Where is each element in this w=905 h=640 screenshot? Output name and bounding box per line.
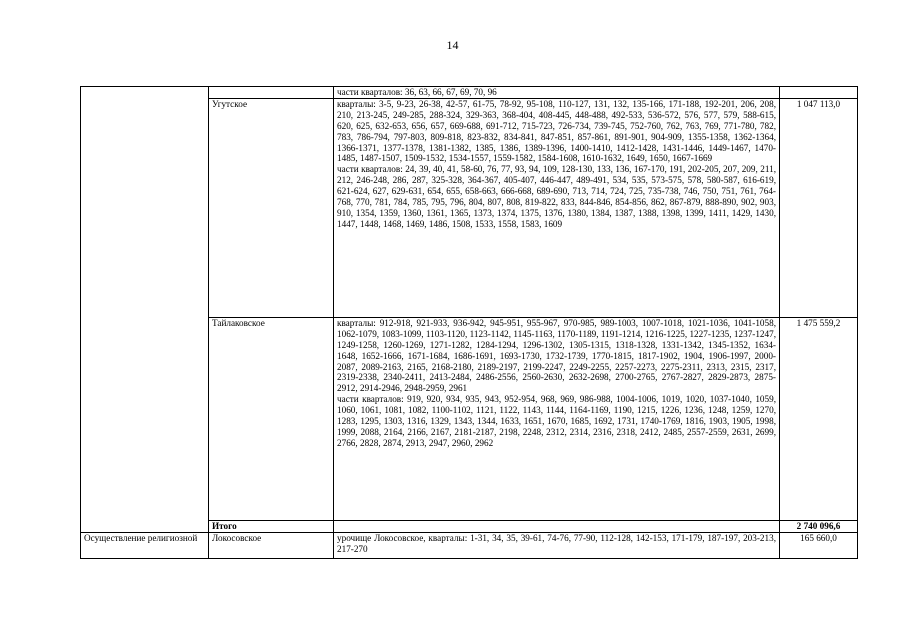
table-row-prev-continuation [81,87,858,99]
quarters-cell [334,98,780,317]
area-cell-empty [780,87,858,99]
quarters-parts-text: части кварталов: 36, 63, 66, 67, 69, 70, 96 [337,87,497,97]
quarters-parts-text: части кварталов: 24, 39, 40, 41, 58-60, 76, 77, 93, 94, 109, 128-130, 133, 136, 167-170, 191, 202-205, 207, 209, 211, 212, 246-248, 286, 287, 325-328, 364-367, 405-407, 446-447, 489-491, 534, 535, 573-575, 578, 580-587, 616-619, 621-624, 627, 629-631, 654, 655, 658-663, 666-668, 689-690, 713, 714, 724, 725, 735-738, 746, 750, 751, 761, 764-768, 770, 781, 784, 785, 795, 796, 804, 807, 808, 819-822, 833, 844-846, 854-856, 862, 867-879, 888-890, 902, 903, 910, 1354, 1359, 1360, 1361, 1365, 1373, 1374, 1375, 1376, 1380, 1384, 1387, 1388, 1398, 1399, 1411, 1429, 1430, 1447, 1448, 1468, 1469, 1486, 1508, 1533, 1558, 1583, 1609 [337,164,776,229]
area-value: 1 047 113,0 [796,98,841,109]
quarters-text: кварталы: 3-5, 9-23, 26-38, 42-57, 61-75, 78-92, 95-108, 110-127, 131, 132, 135-166, 171-188, 192-201, 206, 208, 210, 213-245, 249-285, 288-324, 329-363, 368-404, 408-445, 448-488, 492-533, 536-572, 576, 577, 579, 588-615, 620, 625, 632-653, 656, 657, 669-688, 691-712, 715-723, 726-734, 739-745, 752-760, 762, 763, 769, 771-780, 782, 783, 786-794, 797-803, 809-818, 823-832, 834-841, 847-851, 857-861, 891-901, 904-909, 1355-1358, 1362-1364, 1366-1371, 1377-1378, 1381-1382, 1385, 1386, 1389-1396, 1400-1410, 1412-1428, 1431-1446, 1449-1467, 1470-1485, 1487-1507, 1509-1532, 1534-1557, 1559-1582, 1584-1608, 1610-1632, 1649, 1650, 1667-1669 [337,98,776,164]
purpose-cell [81,532,209,558]
quarters-cell [334,87,780,99]
area-cell [780,98,858,317]
forestry-name-cell [209,317,334,520]
area-cell [780,317,858,520]
forestry-name: Тайлаковское [212,317,265,328]
forestry-name-cell [209,532,334,558]
forestry-name-cell [209,98,334,317]
forestry-name: Угутское [212,98,248,109]
total-area-cell [780,520,858,532]
quarters-cell [334,317,780,520]
forestry-cell-empty [209,87,334,99]
forestry-name: Локосовское [212,532,262,543]
quarters-parts-text: части кварталов: 919, 920, 934, 935, 943, 952-954, 968, 969, 986-988, 1004-1006, 1019, 1020, 1037-1040, 1059, 1060, 1061, 1081, 1082, 1100-1102, 1121, 1122, 1143, 1144, 1164-1169, 1190, 1215, 1226, 1236, 1248, 1259, 1270, 1283, 1295, 1303, 1316, 1329, 1343, 1344, 1633, 1651, 1670, 1685, 1692, 1731, 1740-1769, 1816, 1903, 1905, 1998, 1999, 2088, 2164, 2166, 2167, 2181-2187, 2198, 2248, 2312, 2314, 2316, 2318, 2412, 2485, 2557-2559, 2631, 2699, 2766, 2828, 2874, 2913, 2947, 2960, 2962 [337,394,776,448]
quarters-text: урочище Локосовское, кварталы: 1-31, 34, 35, 39-61, 74-76, 77-90, 112-128, 142-153, 171-179, 187-197, 203-213, 217-270 [337,532,776,554]
quarters-cell [334,532,780,558]
area-value: 1 475 559,2 [796,317,841,328]
table-row-religious [81,532,858,558]
total-label-cell [209,520,334,532]
quarters-cell-empty [334,520,780,532]
land-allocation-table [80,86,858,559]
total-label: Итого [212,520,237,531]
quarters-text: кварталы: 912-918, 921-933, 936-942, 945-951, 955-967, 970-985, 989-1003, 1007-1018, 1021-1036, 1041-1058, 1062-1079, 1083-1099, 1103-1120, 1123-1142, 1145-1163, 1170-1189, 1191-1214, 1216-1225, 1227-1235, 1237-1247, 1249-1258, 1260-1269, 1271-1282, 1284-1294, 1296-1302, 1305-1315, 1318-1328, 1331-1342, 1345-1352, 1634-1648, 1652-1666, 1671-1684, 1686-1691, 1693-1730, 1732-1739, 1770-1815, 1817-1902, 1904, 1906-1997, 2000-2087, 2089-2163, 2165, 2168-2180, 2189-2197, 2199-2247, 2249-2255, 2257-2273, 2275-2311, 2313, 2315, 2317, 2319-2338, 2340-2411, 2413-2484, 2486-2556, 2560-2630, 2632-2698, 2700-2765, 2767-2827, 2829-2873, 2875-2912, 2914-2946, 2948-2959, 2961 [337,317,776,394]
page-number: 14 [446,38,459,52]
area-cell [780,532,858,558]
total-area-value: 2 740 096,6 [796,520,841,531]
purpose-cell-empty [81,87,209,533]
purpose-text: Осуществление религиозной [84,532,198,543]
area-value: 165 660,0 [800,532,837,543]
